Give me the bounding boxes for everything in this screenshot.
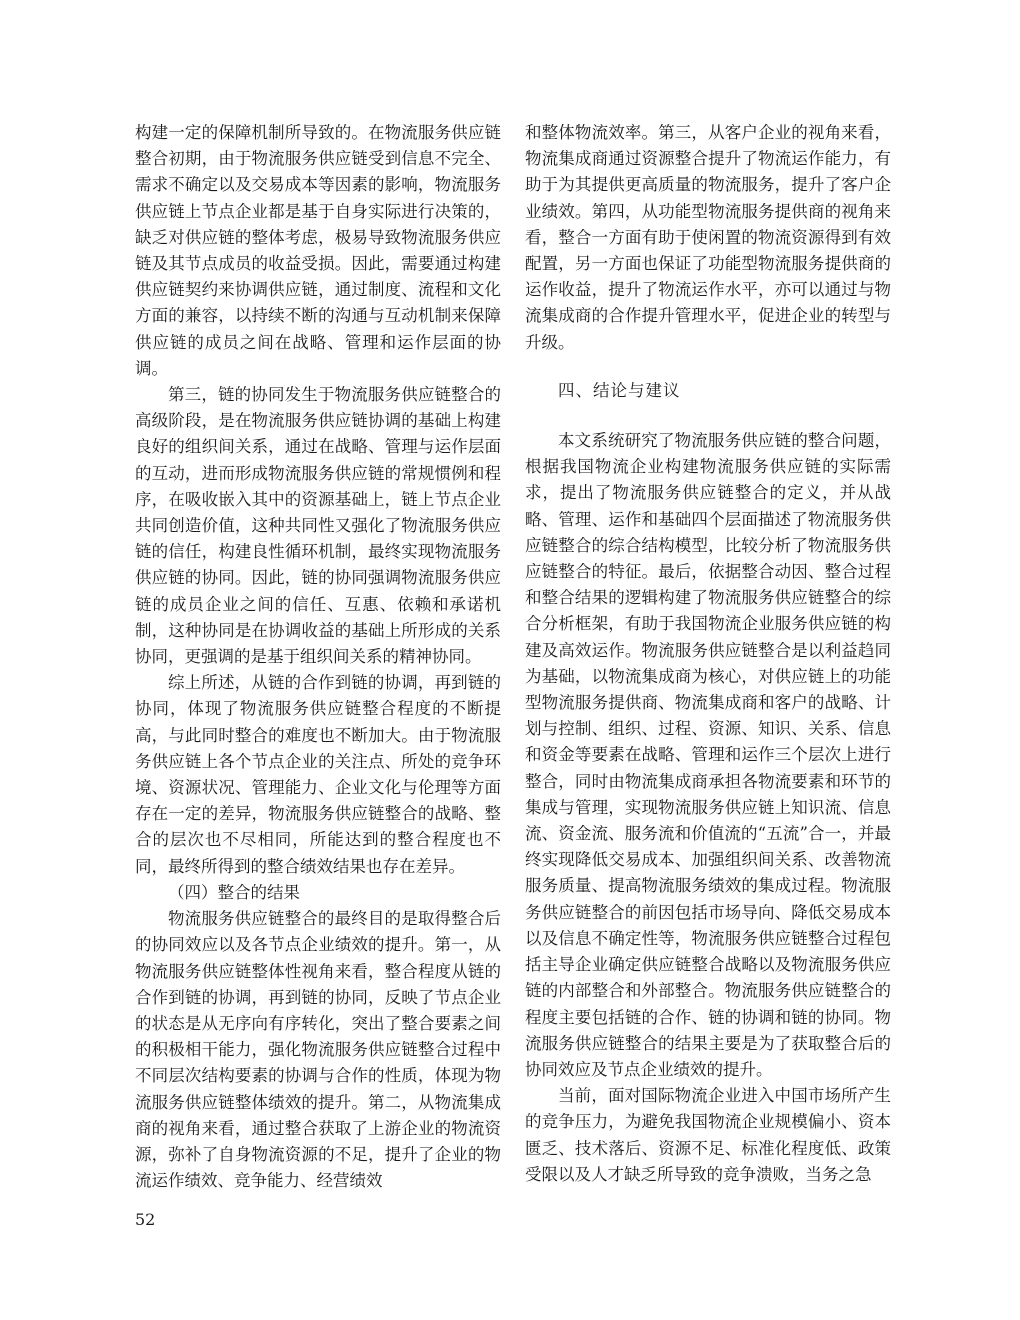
paragraph: 构建一定的保障机制所导致的。在物流服务供应链整合初期，由于物流服务供应链受到信息不完全、需求不确定以及交易成本等因素的影响，物流服务供应链上节点企业都是基于自身实际进行决策的，缺乏对供应链的整体考虑，极易导致物流服务供应链及其节点成员的收益受损。因此，需要通过构建供应链契约来协调供应链，通过制度、流程和文化方面的兼容，以持续不断的沟通与互动机制来保障供应链的成员之间在战略、管理和运作层面的协调。 xyxy=(135,123,501,378)
paragraph: 第三，链的协同发生于物流服务供应链整合的高级阶段，是在物流服务供应链协调的基础上构建良好的组织间关系，通过在战略、管理与运作层面的互动，进而形成物流服务供应链的常规惯例和程序，在吸收嵌入其中的资源基础上，链上节点企业共同创造价值，这种共同性又强化了物流服务供应链的信任，构建良性循环机制，最终实现物流服务供应链的协同。因此，链的协同强调物流服务供应链的成员企业之间的信任、互惠、依赖和承诺机制，这种协同是在协调收益的基础上所形成的关系协同，更强调的是基于组织间关系的精神协同。 xyxy=(135,385,501,667)
left-column xyxy=(135,120,501,1194)
paragraph: 综上所述，从链的合作到链的协调，再到链的协同，体现了物流服务供应链整合程度的不断提高，与此同时整合的难度也不断加大。由于物流服务供应链上各个节点企业的关注点、所处的竞争环境、资源状况、管理能力、企业文化与伦理等方面存在一定的差异，物流服务供应链整合的战略、整合的层次也不尽相同，所能达到的整合程度也不同，最终所得到的整合绩效结果也存在差异。 xyxy=(135,673,501,876)
paragraph: 本文系统研究了物流服务供应链的整合问题，根据我国物流企业构建物流服务供应链的实际需求，提出了物流服务供应链整合的定义，并从战略、管理、运作和基础四个层面描述了物流服务供应链整合的综合结构模型，比较分析了物流服务供应链整合的特征。最后，依据整合动因、整合过程和整合结果的逻辑构建了物流服务供应链整合的综合分析框架，有助于我国物流企业服务供应链的构建及高效运作。物流服务供应链整合是以利益趋同为基础，以物流集成商为核心，对供应链上的功能型物流服务提供商、物流集成商和客户的战略、计划与控制、组织、过程、资源、知识、关系、信息和资金等要素在战略、管理和运作三个层次上进行整合，同时由物流集成商承担各物流要素和环节的集成与管理，实现物流服务供应链上知识流、信息流、资金流、服务流和价值流的“五流”合一，并最终实现降低交易成本、加强组织间关系、改善物流服务质量、提高物流服务绩效的集成过程。物流服务供应链整合的前因包括市场导向、降低交易成本以及信息不确定性等，物流服务供应链整合过程包括主导企业确定供应链整合战略以及物流服务供应链的内部整合和外部整合。物流服务供应链整合的程度主要包括链的合作、链的协调和链的协同。物流服务供应链整合的结果主要是为了获取整合后的协同效应及节点企业绩效的提升。 xyxy=(525,431,891,1079)
paragraph: 当前，面对国际物流企业进入中国市场所产生的竞争压力，为避免我国物流企业规模偏小、资本匮乏、技术落后、资源不足、标准化程度低、政策受限以及人才缺乏所导致的竞争溃败，当务之急 xyxy=(525,1086,891,1184)
subsection-heading: （四）整合的结果 xyxy=(168,882,300,902)
page-number: 52 xyxy=(135,1210,156,1229)
paragraph: 和整体物流效率。第三，从客户企业的视角来看，物流集成商通过资源整合提升了物流运作能力，有助于为其提供更高质量的物流服务，提升了客户企业绩效。第四，从功能型物流服务提供商的视角来看，整合一方面有助于使闲置的物流资源得到有效配置，另一方面也保证了功能型物流服务提供商的运作收益，提升了物流运作水平，亦可以通过与物流集成商的合作提升管理水平，促进企业的转型与升级。 xyxy=(525,123,891,352)
right-column xyxy=(525,120,891,1188)
paragraph: 物流服务供应链整合的最终目的是取得整合后的协同效应以及各节点企业绩效的提升。第一，从物流服务供应链整体性视角来看，整合程度从链的合作到链的协调，再到链的协同，反映了节点企业的状态是从无序向有序转化，突出了整合要素之间的积极相干能力，强化物流服务供应链整合过程中不同层次结构要素的协调与合作的性质，体现为物流服务供应链整体绩效的提升。第二，从物流集成商的视角来看，通过整合获取了上游企业的物流资源，弥补了自身物流资源的不足，提升了企业的物流运作绩效、竞争能力、经营绩效 xyxy=(135,909,501,1191)
section-heading: 四、结论与建议 xyxy=(558,380,681,400)
